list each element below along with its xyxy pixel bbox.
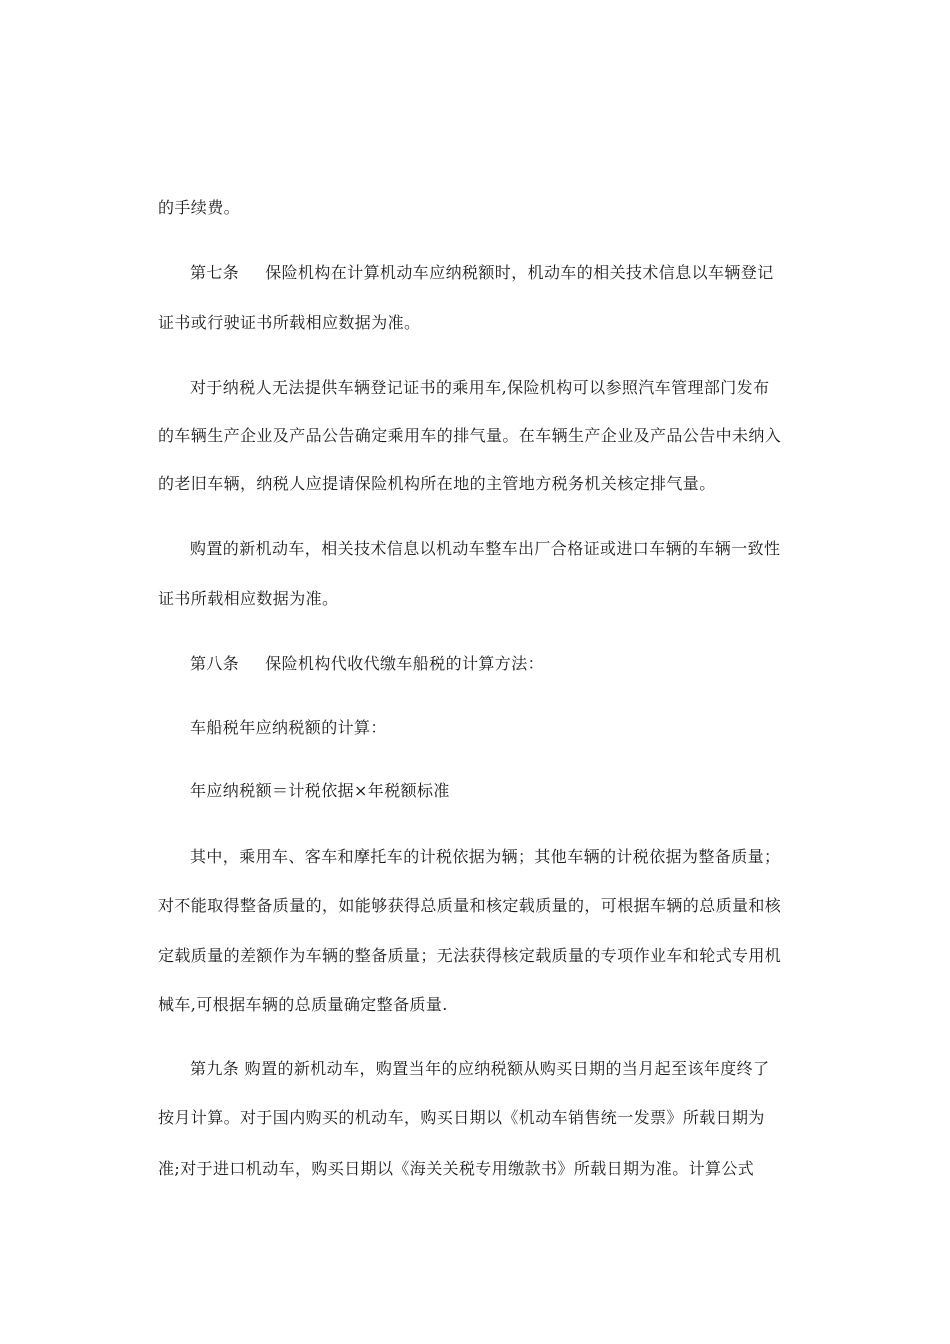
text-line: 对不能取得整备质量的，如能够获得总质量和核定载质量的，可根据车辆的总质量和核 bbox=[158, 896, 782, 915]
article-heading: 第七条 bbox=[190, 263, 240, 282]
text-line: 证书所载相应数据为准。 bbox=[158, 589, 339, 608]
formula-line: 年应纳税额＝计税依据×年税额标准 bbox=[190, 781, 450, 800]
text-line: 的手续费。 bbox=[158, 198, 241, 217]
text-line: 准;对于进口机动车，购买日期以《海关关税专用缴款书》所载日期为准。计算公式 bbox=[158, 1159, 755, 1178]
paragraph-first-line: 购置的新机动车，相关技术信息以机动车整车出厂合格证或进口车辆的车辆一致性 bbox=[190, 539, 781, 558]
article-7-first-line: 第七条 保险机构在计算机动车应纳税额时，机动车的相关技术信息以车辆登记 bbox=[190, 263, 774, 282]
article-9-first-line: 第九条 购置的新机动车，购置当年的应纳税额从购买日期的当月起至该年度终了 bbox=[190, 1059, 770, 1078]
text-line: 的车辆生产企业及产品公告确定乘用车的排气量。在车辆生产企业及产品公告中未纳入 bbox=[158, 426, 782, 445]
text-line: 按月计算。对于国内购买的机动车，购买日期以《机动车销售统一发票》所载日期为 bbox=[158, 1108, 765, 1127]
article-8-line: 第八条 保险机构代收代缴车船税的计算方法： bbox=[190, 654, 545, 673]
text-line: 证书或行驶证书所载相应数据为准。 bbox=[158, 313, 421, 332]
text-line: 械车,可根据车辆的总质量确定整备质量. bbox=[158, 995, 448, 1014]
text-line: 车船税年应纳税额的计算： bbox=[190, 718, 387, 737]
text-line: 的老旧车辆，纳税人应提请保险机构所在地的主管地方税务机关核定排气量。 bbox=[158, 474, 716, 493]
paragraph-first-line: 其中，乘用车、客车和摩托车的计税依据为辆；其他车辆的计税依据为整备质量； bbox=[190, 847, 781, 866]
article-heading: 第八条 bbox=[190, 654, 240, 673]
text-line: 定载质量的差额作为车辆的整备质量；无法获得核定载质量的专项作业车和轮式专用机 bbox=[158, 946, 782, 965]
paragraph-first-line: 对于纳税人无法提供车辆登记证书的乘用车,保险机构可以参照汽车管理部门发布 bbox=[190, 378, 770, 397]
